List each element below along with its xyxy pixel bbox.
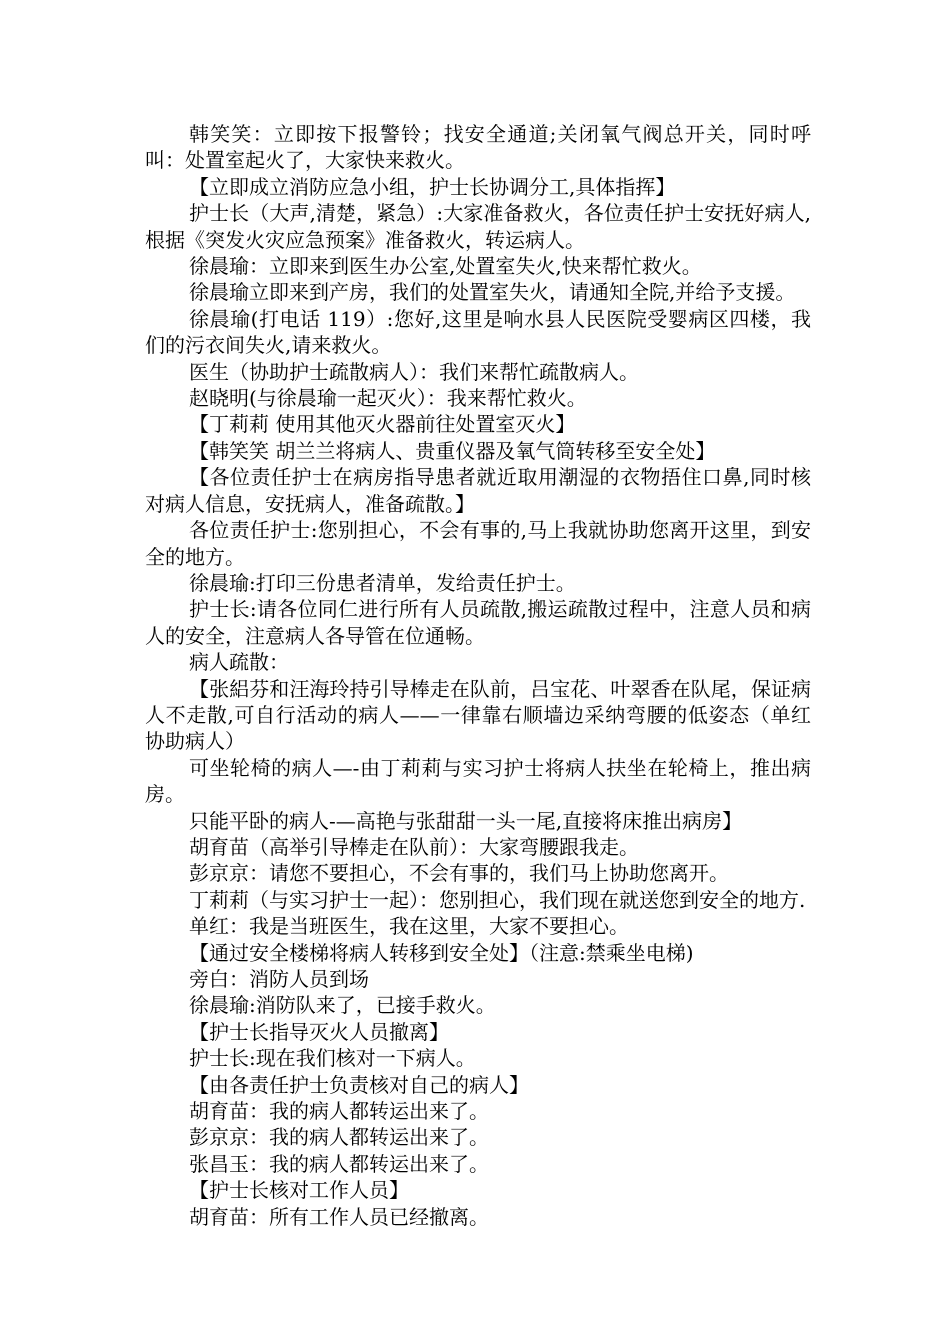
paragraph: 徐晨瑜立即来到产房，我们的处置室失火，请通知全院,并给予支援。 bbox=[189, 280, 796, 305]
paragraph: 【各位责任护士在病房指导患者就近取用潮湿的衣物捂住口鼻,同时核对病人信息，安抚病人，准备疏散。】 bbox=[145, 465, 811, 516]
paragraph: 徐晨瑜:打印三份患者清单，发给责任护士。 bbox=[189, 570, 576, 595]
paragraph: 【护士长核对工作人员】 bbox=[189, 1178, 409, 1203]
paragraph: 【韩笑笑 胡兰兰将病人、贵重仪器及氧气筒转移至安全处】 bbox=[189, 438, 716, 463]
paragraph: 护士长:请各位同仁进行所有人员疏散,搬运疏散过程中，注意人员和病人的安全，注意病人各导管在位通畅。 bbox=[145, 597, 811, 648]
paragraph: 胡育苗：我的病人都转运出来了。 bbox=[189, 1099, 489, 1124]
paragraph: 单红：我是当班医生，我在这里，大家不要担心。 bbox=[189, 914, 629, 939]
paragraph: 彭京京：我的病人都转运出来了。 bbox=[189, 1125, 489, 1150]
paragraph: 护士长:现在我们核对一下病人。 bbox=[189, 1046, 476, 1071]
paragraph: 丁莉莉（与实习护士一起）：您别担心，我们现在就送您到安全的地方. bbox=[189, 887, 806, 912]
paragraph: 胡育苗：所有工作人员已经撤离。 bbox=[189, 1204, 489, 1229]
paragraph: 胡育苗（高举引导棒走在队前）：大家弯腰跟我走。 bbox=[189, 834, 639, 859]
paragraph: 【张絽芬和汪海玲持引导棒走在队前，吕宝花、叶翠香在队尾，保证病人不走散,可自行活动的病人——一律靠右顺墙边采纳弯腰的低姿态（单红协助病人） bbox=[145, 676, 811, 754]
paragraph: 各位责任护士:您别担心，不会有事的,马上我就协助您离开这里，到安全的地方。 bbox=[145, 518, 811, 569]
paragraph: 【通过安全楼梯将病人转移到安全处】（注意:禁乘坐电梯) bbox=[189, 940, 694, 965]
paragraph: 彭京京：请您不要担心，不会有事的，我们马上协助您离开。 bbox=[189, 861, 729, 886]
paragraph: 【丁莉莉 使用其他灭火器前往处置室灭火】 bbox=[189, 412, 576, 437]
paragraph: 【护士长指导灭火人员撤离】 bbox=[189, 1019, 449, 1044]
paragraph: 【立即成立消防应急小组，护士长协调分工,具体指挥】 bbox=[189, 174, 676, 199]
paragraph: 可坐轮椅的病人—-由丁莉莉与实习护士将病人扶坐在轮椅上，推出病房。 bbox=[145, 755, 811, 807]
paragraph: 医生（协助护士疏散病人）：我们来帮忙疏散病人。 bbox=[189, 359, 639, 384]
paragraph: 赵晓明(与徐晨瑜一起灭火）：我来帮忙救火。 bbox=[189, 386, 587, 411]
paragraph: 病人疏散： bbox=[189, 650, 289, 675]
paragraph: 旁白：消防人员到场 bbox=[189, 967, 369, 991]
paragraph: 护士长（大声,清楚，紧急）:大家准备救火，各位责任护士安抚好病人,根据《突发火灾应急预案》准备救火，转运病人。 bbox=[145, 201, 811, 252]
paragraph: 只能平卧的病人-—高艳与张甜甜一头一尾,直接将床推出病房】 bbox=[189, 808, 743, 833]
paragraph: 徐晨瑜:消防队来了，已接手救火。 bbox=[189, 993, 496, 1018]
paragraph: 【由各责任护士负责核对自己的病人】 bbox=[189, 1072, 529, 1097]
paragraph: 徐晨瑜(打电话 119）:您好,这里是响水县人民医院受婴病区四楼，我们的污衣间失火,请来救火。 bbox=[145, 306, 811, 358]
paragraph: 韩笑笑：立即按下报警铃；找安全通道;关闭氧气阀总开关，同时呼叫：处置室起火了，大家快来救火。 bbox=[145, 122, 811, 173]
paragraph: 徐晨瑜：立即来到医生办公室,处置室失火,快来帮忙救火。 bbox=[189, 254, 702, 279]
document-body bbox=[145, 121, 811, 1230]
paragraph: 张昌玉：我的病人都转运出来了。 bbox=[189, 1151, 489, 1176]
